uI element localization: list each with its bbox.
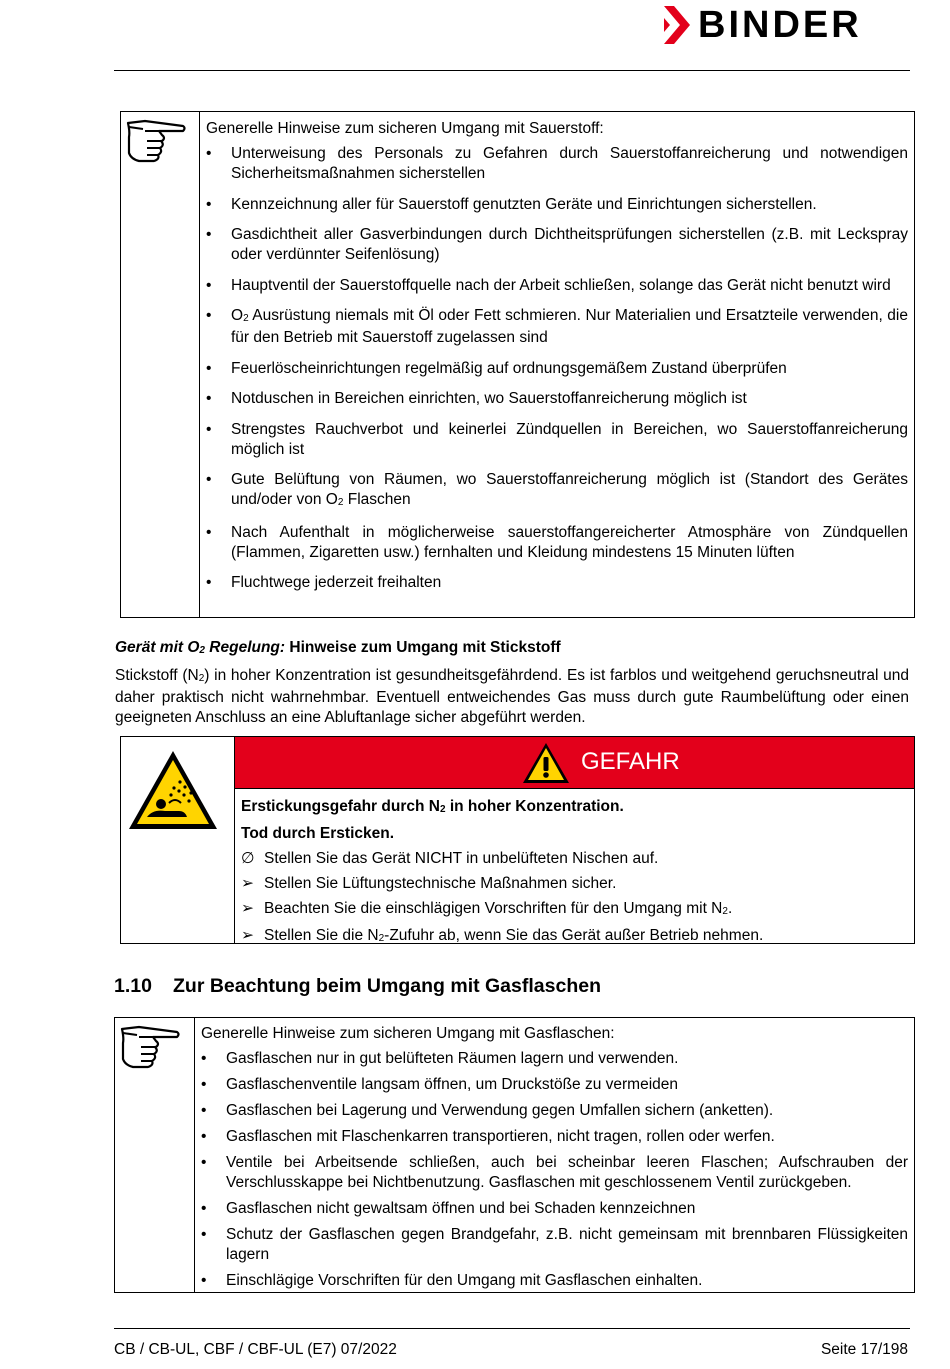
arrow-icon: ➢ [241, 900, 254, 917]
footer-page-number: Seite 17/198 [820, 1341, 908, 1358]
danger-banner [235, 737, 914, 789]
list-item: • Ventile bei Arbeitsende schließen, auch bei scheinbar leeren Flaschen; Aufschrauben der Verschlusskappe bei Nichtbenutzung. Gasflaschen mit geschlossenem Ventil zurückgeben. [201, 1154, 908, 1191]
list-item: • Kennzeichnung aller für Sauerstoff genutzten Geräte und Einrichtungen sicherstellen. [206, 195, 817, 213]
footer-divider [114, 1328, 910, 1329]
prohibition-icon: ∅ [241, 850, 255, 867]
list-item: • Einschlägige Vorschriften für den Umgang mit Gasflaschen einhalten. [201, 1272, 703, 1289]
bullet: • [201, 1128, 207, 1145]
list-item: • Hauptventil der Sauerstoffquelle nach der Arbeit schließen, solange das Gerät nicht benutzt wird [206, 276, 891, 294]
danger-prohibition: ∅ Stellen Sie das Gerät NICHT in unbelüfteten Nischen auf. [241, 846, 908, 871]
list-item: • Gasflaschen nicht gewaltsam öffnen und bei Schaden kennzeichnen [201, 1200, 696, 1217]
danger-statement: Erstickungsgefahr durch N2 in hoher Konzentration. [241, 798, 624, 815]
gas-box-title: Generelle Hinweise zum sicheren Umgang mit Gasflaschen: [201, 1025, 615, 1042]
bullet: • [201, 1050, 207, 1067]
note-icon-cell [121, 112, 200, 617]
list-item: • Unterweisung des Personals zu Gefahren durch Sauerstoffanreicherung und notwendigen Sicherheitsmaßnahmen sicherstellen [206, 145, 908, 182]
pointing-hand-icon [119, 1023, 181, 1071]
list-item: • Gasflaschen bei Lagerung und Verwendung gegen Umfallen sichern (anketten). [201, 1102, 774, 1119]
gas-list [201, 1049, 908, 1291]
bullet: • [206, 145, 212, 162]
danger-content [241, 794, 908, 950]
gas-cylinder-note-box [114, 1017, 915, 1293]
arrow-icon: ➢ [241, 875, 254, 892]
bullet: • [206, 420, 212, 438]
danger-action: ➢ Beachten Sie die einschlägigen Vorschriften für den Umgang mit N2. [241, 896, 908, 923]
bullet: • [201, 1076, 207, 1093]
oxygen-note-box [120, 111, 915, 618]
bullet: • [206, 359, 212, 377]
list-item: • Gasdichtheit aller Gasverbindungen durch Dichtheitsprüfungen sicherstellen (z.B. mit Leckspray oder verdünnter Seifenlösung) [206, 226, 908, 263]
warning-triangle-icon [522, 742, 570, 784]
oxygen-list [206, 144, 908, 593]
binder-logo [664, 6, 910, 44]
suffocation-warning-icon [127, 749, 219, 831]
list-item: • Fluchtwege jederzeit freihalten [206, 574, 442, 591]
bullet: • [201, 1226, 207, 1243]
footer-document-id: CB / CB-UL, CBF / CBF-UL (E7) 07/2022 [114, 1341, 397, 1358]
danger-box [120, 736, 915, 944]
list-item: • Gasflaschenventile langsam öffnen, um Druckstöße zu vermeiden [201, 1076, 679, 1093]
bullet: • [206, 471, 212, 488]
danger-consequence: Tod durch Ersticken. [241, 825, 395, 842]
bullet: • [206, 523, 212, 541]
list-item: • Gasflaschen nur in gut belüfteten Räumen lagern und verwenden. [201, 1050, 679, 1067]
list-item: • Notduschen in Bereichen einrichten, wo Sauerstoffanreicherung möglich ist [206, 390, 747, 407]
bullet: • [206, 226, 212, 243]
bullet: • [206, 276, 212, 294]
bullet: • [206, 307, 212, 324]
list-item: • Gasflaschen mit Flaschenkarren transportieren, nicht tragen, rollen oder werfen. [201, 1128, 775, 1145]
list-item: • Gute Belüftung von Räumen, wo Sauerstoffanreicherung möglich ist (Standort des Gerätes und/oder von O2 Flaschen [206, 471, 908, 508]
bullet: • [201, 1272, 207, 1289]
bullet: • [201, 1200, 207, 1217]
bullet: • [206, 574, 212, 591]
pointing-hand-icon [125, 117, 187, 165]
bullet: • [206, 195, 212, 213]
danger-action: ➢ Stellen Sie Lüftungstechnische Maßnahmen sicher. [241, 871, 908, 896]
note-icon-cell [115, 1018, 195, 1292]
section-number: 1.10 [114, 975, 152, 997]
brand-name: BINDER [698, 4, 862, 46]
list-item: • Schutz der Gasflaschen gegen Brandgefahr, z.B. nicht gemeinsam mit brennbaren Flüssigkeiten lagern [201, 1226, 908, 1263]
bullet: • [201, 1154, 207, 1171]
list-item: • O2 Ausrüstung niemals mit Öl oder Fett schmieren. Nur Materialien und Ersatzteile verwenden, die für den Betrieb mit Sauerstoff zugelassen sind [206, 307, 908, 346]
section-heading [114, 974, 601, 998]
oxygen-box-title: Generelle Hinweise zum sicheren Umgang mit Sauerstoff: [206, 120, 604, 137]
nitrogen-paragraph: Stickstoff (N2) in hoher Konzentration ist gesundheitsgefährdend. Es ist farblos und weitgehend geruchsneutral und daher praktisch nicht wahrnehmbar. Eventuell entweichendes Gas muss durch gute Raumbelüftung oder einen geeigneten Anschluss an eine Abluftanlage sicher abgeführt werden. [115, 667, 909, 726]
bullet: • [206, 390, 212, 407]
list-item: • Feuerlöscheinrichtungen regelmäßig auf ordnungsgemäßem Zustand überprüfen [206, 359, 787, 377]
header-divider [114, 70, 910, 71]
logo-mark-icon [664, 6, 694, 44]
danger-title: GEFAHR [581, 748, 680, 775]
danger-action: ➢ Stellen Sie die N2-Zufuhr ab, wenn Sie das Gerät außer Betrieb nehmen. [241, 923, 908, 950]
list-item: • Strengstes Rauchverbot und keinerlei Zündquellen in Bereichen, wo Sauerstoffanreicherung möglich ist [206, 420, 908, 458]
arrow-icon: ➢ [241, 927, 254, 944]
bullet: • [201, 1102, 207, 1119]
danger-icon-cell [121, 737, 235, 943]
list-item: • Nach Aufenthalt in möglicherweise sauerstoffangereicherter Atmosphäre von Zündquellen (Flammen, Zigaretten usw.) fernhalten und Kleidung mindestens 15 Minuten lüften [206, 523, 908, 561]
section-title: Zur Beachtung beim Umgang mit Gasflaschen [173, 975, 601, 997]
nitrogen-heading: Gerät mit O2 Regelung: Hinweise zum Umgang mit Stickstoff [115, 639, 561, 656]
